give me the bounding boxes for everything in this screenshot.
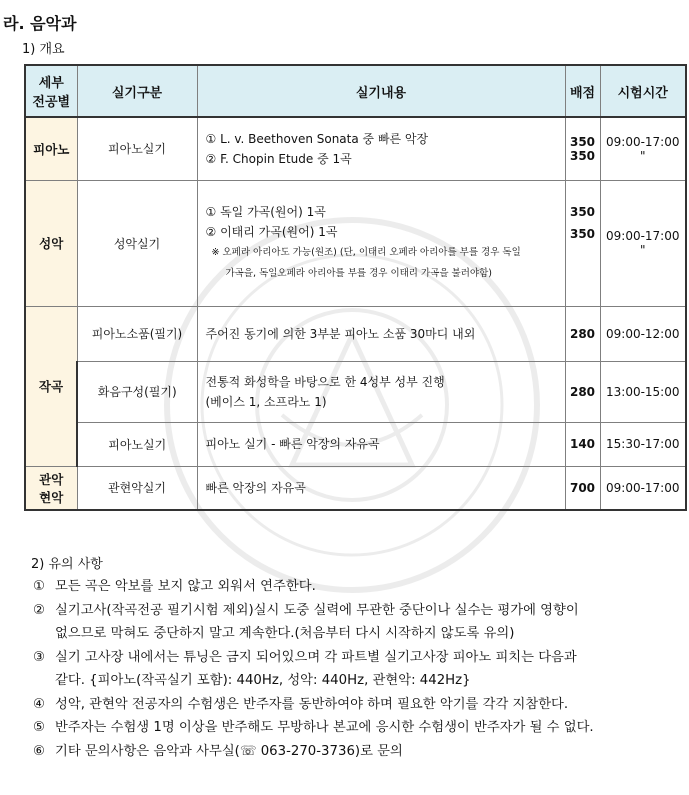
score-cell: 140 — [565, 422, 600, 466]
list-item: ⑤ 반주자는 수험생 1명 이상을 반주해도 무방하나 본교에 응시한 수험생이 반주자가 될 수 없다. — [33, 720, 594, 735]
score-cell: 350 350 — [565, 117, 600, 180]
major-piano: 피아노 — [25, 117, 77, 180]
list-item: ③ 실기 고사장 내에서는 튜닝은 금지 되어있으며 각 파트별 실기고사장 피아노 피치는 다음과 같다. {피아노(작곡실기 포함): 440Hz, 성악: 440Hz, 관현악: 442Hz} — [33, 649, 577, 688]
notes-heading: 2) 유의 사항 — [31, 557, 103, 572]
table-row — [25, 361, 686, 422]
table-row — [25, 306, 686, 361]
header-time: 시험시간 — [600, 65, 686, 117]
list-item: ④ 성악, 관현악 전공자의 수험생은 반주자를 동반하여야 하며 필요한 악기를 각각 지참한다. — [33, 696, 569, 712]
content-cell: 피아노 실기 - 빠른 악장의 자유곡 — [197, 422, 565, 466]
time-cell: 09:00-17:00 " — [600, 180, 686, 306]
header-category: 실기구분 — [77, 65, 197, 117]
major-orchestra: 관악 현악 — [25, 466, 77, 510]
table-row — [25, 466, 686, 510]
rules-list — [33, 575, 688, 763]
overview-heading: 1) 개요 — [22, 42, 65, 57]
table-row — [25, 422, 686, 466]
score-cell: 280 — [565, 361, 600, 422]
score-cell: 700 — [565, 466, 600, 510]
category-cell: 피아노실기 — [77, 117, 197, 180]
major-composition: 작곡 — [25, 306, 77, 466]
list-item: ① 모든 곡은 악보를 보지 않고 외워서 연주한다. — [33, 579, 316, 594]
category-cell: 성악실기 — [77, 180, 197, 306]
vocal-note: ※ 오페라 아리아도 가능(원조) (단, 이태리 오페라 아리아를 부를 경우 독일 가곡을, 독일오페라 아리아를 부를 경우 이태리 가곡을 불러야함) — [211, 247, 521, 279]
time-cell: 09:00-12:00 — [600, 306, 686, 361]
category-cell: 화음구성(필기) — [77, 361, 197, 422]
header-content: 실기내용 — [197, 65, 565, 117]
table-row — [25, 117, 686, 180]
table-header-row — [25, 65, 686, 117]
section-title: 라. 음악과 — [3, 14, 77, 33]
content-cell: 빠른 악장의 자유곡 — [197, 466, 565, 510]
header-major: 세부 전공별 — [25, 65, 77, 117]
score-cell: 350 350 — [565, 180, 600, 306]
list-item: ② 실기고사(작곡전공 필기시험 제외)실시 도중 실력에 무관한 중단이나 실수는 평가에 영향이 없으므로 막혀도 중단하지 말고 계속한다.(처음부터 다시 시작하지 않도록 유의) — [33, 602, 579, 641]
content-cell: 전통적 화성학을 바탕으로 한 4성부 성부 진행 (베이스 1, 소프라노 1) — [197, 361, 565, 422]
category-cell: 피아노소품(필기) — [77, 306, 197, 361]
time-cell: 13:00-15:00 — [600, 361, 686, 422]
major-vocal: 성악 — [25, 180, 77, 306]
time-cell: 15:30-17:00 — [600, 422, 686, 466]
score-cell: 280 — [565, 306, 600, 361]
list-item: ⑥ 기타 문의사항은 음악과 사무실(☏ 063-270-3736)로 문의 — [33, 743, 403, 759]
header-score: 배점 — [565, 65, 600, 117]
time-cell: 09:00-17:00 — [600, 466, 686, 510]
content-cell: ① 독일 가곡(원어) 1곡 ② 이태리 가곡(원어) 1곡 ※ 오페라 아리아도 가능(원조) (단, 이태리 오페라 아리아를 부를 경우 독일 가곡을, 독일오페라 아리아를 부를 경우 이태리 가곡을 불러야함) — [197, 180, 565, 306]
category-cell: 관현악실기 — [77, 466, 197, 510]
exam-table — [24, 64, 687, 511]
time-cell: 09:00-17:00 " — [600, 117, 686, 180]
content-cell: 주어진 동기에 의한 3부분 피아노 소품 30마디 내외 — [197, 306, 565, 361]
table-row — [25, 180, 686, 306]
category-cell: 피아노실기 — [77, 422, 197, 466]
content-cell: ① L. v. Beethoven Sonata 중 빠른 악장 ② F. Chopin Etude 중 1곡 — [197, 117, 565, 180]
